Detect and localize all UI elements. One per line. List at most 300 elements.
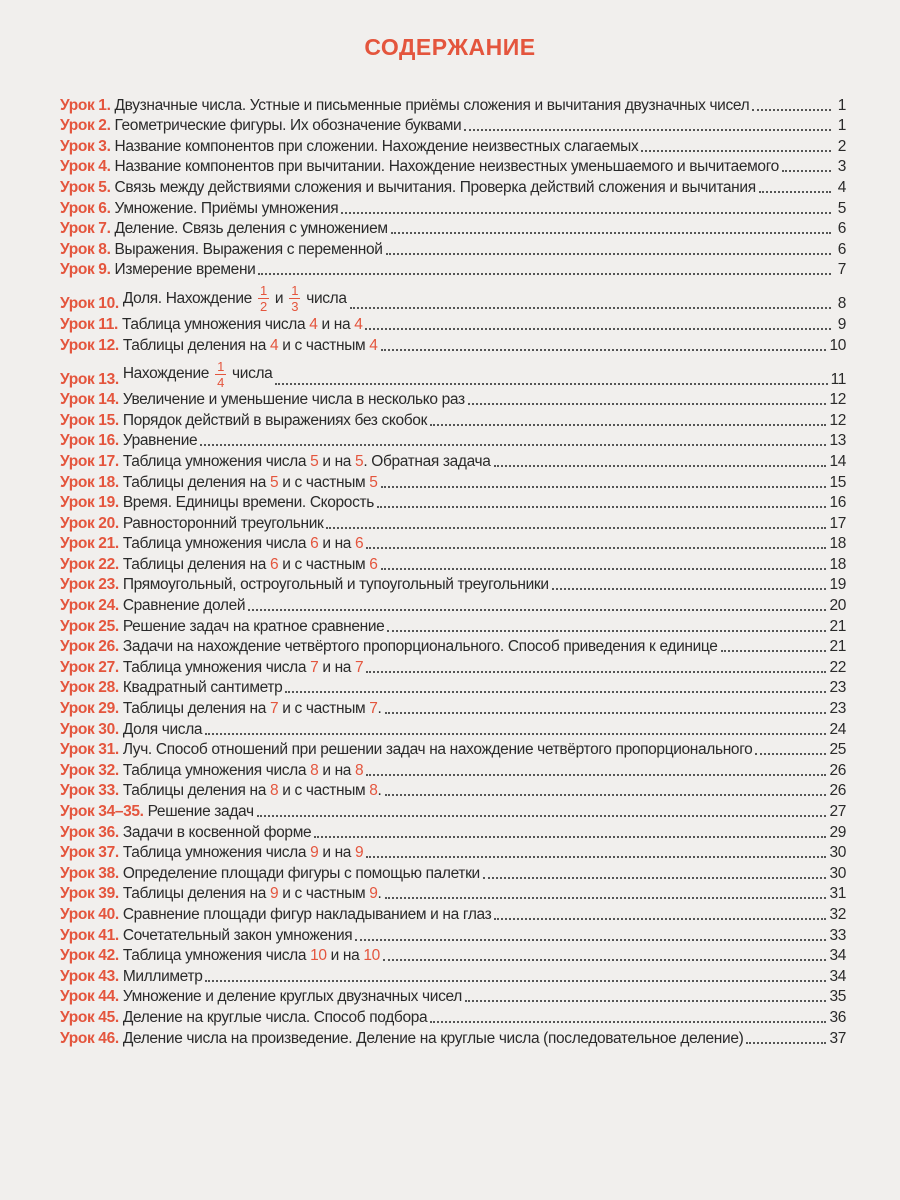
- highlighted-number: 6: [369, 555, 378, 573]
- lesson-label: Урок 28.: [60, 679, 119, 697]
- dot-leader: [641, 150, 831, 152]
- lesson-title: [123, 474, 378, 492]
- toc-entry: [60, 677, 846, 698]
- title-text: Таблицы деления на: [122, 700, 270, 718]
- title-text: Решение задач: [147, 803, 254, 820]
- lesson-title: [123, 700, 382, 718]
- lesson-title: [115, 220, 388, 238]
- lesson-label: Урок 36.: [60, 823, 119, 841]
- highlighted-number: 9: [310, 844, 319, 862]
- toc-entry: [60, 492, 846, 513]
- lesson-title: [123, 432, 198, 450]
- toc-entry: [60, 533, 846, 554]
- dot-leader: [275, 383, 827, 385]
- page-number: 29: [829, 823, 846, 841]
- lesson-title: [123, 865, 480, 883]
- title-text: Решение задач на кратное сравнение: [122, 617, 385, 635]
- lesson-label: Урок 42.: [60, 947, 119, 965]
- toc-entry: [60, 945, 846, 966]
- page-number: 21: [829, 617, 846, 635]
- highlighted-number: 7: [369, 700, 378, 718]
- page-number: 20: [829, 597, 846, 615]
- title-text: Таблица умножения числа: [122, 844, 311, 862]
- title-text: Порядок действий в выражениях без скобок: [122, 411, 428, 429]
- toc-entry: [60, 238, 846, 259]
- page-number: 4: [837, 178, 846, 196]
- title-text: и на: [318, 844, 356, 862]
- dot-leader: [248, 609, 826, 611]
- lesson-title: [123, 360, 273, 389]
- dot-leader: [386, 253, 831, 255]
- title-text: Квадратный сантиметр: [122, 679, 283, 697]
- title-text: Умножение. Приёмы умножения: [114, 199, 339, 217]
- dot-leader: [366, 856, 826, 858]
- lesson-title: [123, 988, 462, 1006]
- highlighted-number: 9: [269, 885, 279, 903]
- lesson-title: [123, 618, 385, 636]
- toc-entry: [60, 115, 846, 136]
- page-number: 14: [829, 452, 846, 470]
- page-number: 24: [829, 720, 846, 738]
- dot-leader: [285, 691, 826, 693]
- lesson-title: [115, 97, 750, 115]
- lesson-label: Урок 10.: [60, 295, 119, 313]
- toc-entry: [60, 924, 846, 945]
- toc-entry: [60, 409, 846, 430]
- fraction-denominator: 3: [291, 299, 299, 315]
- page-number: 1: [837, 96, 846, 114]
- page-number: 21: [829, 638, 846, 656]
- lesson-label: Урок 33.: [60, 782, 119, 800]
- page-number: 30: [829, 844, 846, 862]
- title-text: Луч. Способ отношений при решении задач на нахождение четвёртого пропорционального: [122, 741, 753, 759]
- lesson-label: Урок 29.: [60, 700, 119, 718]
- lesson-title: [123, 556, 378, 574]
- lesson-label: Урок 9.: [60, 261, 111, 279]
- lesson-title: [123, 535, 364, 553]
- page-number: 27: [829, 803, 846, 820]
- page-number: 26: [829, 761, 846, 779]
- dot-leader: [383, 959, 827, 961]
- title-text: и с частным: [278, 336, 370, 354]
- lesson-label: Урок 3.: [60, 137, 111, 155]
- lesson-title: [123, 721, 202, 739]
- page-title: СОДЕРЖАНИЕ: [364, 34, 536, 60]
- fraction-numerator: 1: [259, 283, 267, 299]
- toc-entry: [60, 862, 846, 883]
- highlighted-number: 8: [310, 761, 319, 779]
- lesson-label: Урок 45.: [60, 1008, 119, 1026]
- lesson-title: [123, 494, 374, 512]
- title-text: Нахождение: [122, 365, 210, 383]
- toc-entry: [60, 800, 846, 821]
- toc-entry: [60, 739, 846, 760]
- toc-entry: [60, 697, 846, 718]
- title-text: Прямоугольный, остроугольный и тупоугольный треугольники: [122, 576, 549, 594]
- page-number: 17: [829, 514, 846, 532]
- toc-entry: [60, 594, 846, 615]
- lesson-label: Урок 12.: [60, 336, 119, 354]
- dot-leader: [430, 424, 826, 426]
- page-number: 6: [837, 240, 846, 258]
- lesson-title: [123, 453, 491, 471]
- toc-entry: [60, 821, 846, 842]
- toc-entry: [60, 553, 846, 574]
- dot-leader: [355, 939, 826, 941]
- lesson-label: Урок 39.: [60, 885, 119, 903]
- highlighted-number: 10: [363, 947, 380, 965]
- dot-leader: [366, 774, 826, 776]
- dot-leader: [385, 712, 827, 714]
- dot-leader: [385, 897, 827, 899]
- toc-entry: [60, 218, 846, 239]
- highlighted-number: 8: [369, 782, 378, 800]
- page-number: 15: [829, 473, 846, 491]
- dot-leader: [366, 671, 826, 673]
- highlighted-number: 5: [269, 473, 279, 491]
- title-text: . Обратная задача: [363, 452, 491, 470]
- dot-leader: [258, 273, 831, 275]
- toc-entry: [60, 471, 846, 492]
- title-text: Таблица умножения числа: [122, 452, 311, 470]
- dot-leader: [341, 212, 831, 214]
- highlighted-number: 6: [269, 555, 279, 573]
- toc-entry: [60, 718, 846, 739]
- toc-entry: [60, 135, 846, 156]
- title-text: Таблицы деления на: [122, 782, 270, 800]
- dot-leader: [381, 349, 827, 351]
- title-text: Таблица умножения числа: [122, 761, 311, 779]
- title-text: и с частным: [278, 700, 370, 718]
- dot-leader: [494, 918, 826, 920]
- lesson-label: Урок 22.: [60, 555, 119, 573]
- lesson-label: Урок 41.: [60, 926, 119, 944]
- page-number: 37: [829, 1029, 846, 1047]
- lesson-label: Урок 32.: [60, 761, 119, 779]
- page-number: 1: [837, 117, 846, 135]
- highlighted-number: 4: [309, 315, 318, 333]
- highlighted-number: 8: [355, 761, 364, 779]
- lesson-label: Урок 37.: [60, 844, 119, 862]
- highlighted-number: 7: [355, 658, 364, 676]
- lesson-title: [123, 927, 353, 945]
- title-text: Умножение и деление круглых двузначных чисел: [122, 988, 462, 1006]
- title-text: Таблицы деления на: [122, 885, 270, 903]
- title-text: и на: [318, 535, 356, 553]
- fraction: [215, 360, 226, 389]
- highlighted-number: 9: [355, 844, 364, 862]
- highlighted-number: 10: [310, 947, 327, 965]
- lesson-label: Урок 2.: [60, 117, 111, 135]
- lesson-label: Урок 7.: [60, 220, 111, 238]
- title-text: Таблица умножения числа: [122, 658, 311, 676]
- lesson-label: Урок 46.: [60, 1029, 119, 1047]
- title-text: Измерение времени: [114, 261, 256, 279]
- dot-leader: [782, 170, 831, 172]
- fraction: [289, 284, 300, 313]
- page-number: 32: [829, 905, 846, 923]
- title-text: и с частным: [278, 782, 370, 800]
- fraction-numerator: 1: [291, 283, 299, 299]
- title-text: и на: [317, 315, 355, 333]
- lesson-label: Урок 11.: [60, 315, 118, 333]
- highlighted-number: 9: [369, 885, 378, 903]
- lesson-label: Урок 13.: [60, 370, 119, 388]
- page-number: 33: [829, 926, 846, 944]
- lesson-title: [123, 337, 378, 355]
- highlighted-number: 4: [354, 315, 363, 333]
- lesson-title: [115, 117, 462, 135]
- lesson-title: [123, 947, 380, 965]
- dot-leader: [752, 109, 831, 111]
- title-text: Таблица умножения числа: [121, 315, 310, 333]
- page-number: 2: [837, 137, 846, 155]
- lesson-title: [123, 906, 492, 924]
- page-number: 18: [829, 555, 846, 573]
- lesson-title: [115, 261, 256, 279]
- toc-entry: [60, 574, 846, 595]
- lesson-label: Урок 18.: [60, 473, 119, 491]
- lesson-title: [123, 576, 549, 594]
- lesson-label: Урок 38.: [60, 864, 119, 882]
- page-number: 7: [837, 261, 846, 279]
- title-text: Двузначные числа. Устные и письменные приёмы сложения и вычитания двузначных чисел: [114, 96, 750, 114]
- title-text: Связь между действиями сложения и вычитания. Проверка действий сложения и вычитания: [114, 178, 756, 196]
- lesson-label: Урок 30.: [60, 720, 119, 738]
- lesson-label: Урок 44.: [60, 988, 119, 1006]
- page-number: 19: [829, 576, 846, 594]
- page-number: 36: [829, 1008, 846, 1026]
- toc-entry: [60, 512, 846, 533]
- dot-leader: [721, 650, 827, 652]
- title-text: Равносторонний треугольник: [122, 514, 324, 532]
- toc-entry: [60, 176, 846, 197]
- lesson-label: Урок 21.: [60, 535, 119, 553]
- dot-leader: [366, 547, 826, 549]
- lesson-label: Урок 17.: [60, 452, 119, 470]
- dot-leader: [200, 444, 826, 446]
- lesson-title: [123, 1009, 427, 1027]
- dot-leader: [205, 733, 826, 735]
- lesson-label: Урок 8.: [60, 240, 111, 258]
- page-number: 23: [829, 679, 846, 697]
- lesson-title: [123, 597, 245, 615]
- dot-leader: [755, 753, 826, 755]
- lesson-title: [123, 782, 382, 800]
- toc-entry: [60, 279, 846, 313]
- title-text: Таблицы деления на: [122, 336, 270, 354]
- dot-leader: [365, 328, 831, 330]
- toc-entry: [60, 334, 846, 355]
- dot-leader: [464, 129, 831, 131]
- title-text: .: [377, 700, 382, 718]
- title-text: Доля числа: [122, 720, 203, 738]
- title-text: Увеличение и уменьшение числа в несколько раз: [122, 391, 465, 409]
- title-text: Геометрические фигуры. Их обозначение буквами: [114, 117, 462, 135]
- lesson-label: Урок 5.: [60, 178, 111, 196]
- dot-leader: [257, 815, 827, 817]
- lesson-label: Урок 6.: [60, 199, 111, 217]
- toc-entry: [60, 636, 846, 657]
- toc-entry: [60, 986, 846, 1007]
- page-number: 23: [829, 700, 846, 718]
- page-number: 34: [829, 967, 846, 985]
- toc-entry: [60, 903, 846, 924]
- toc-entry: [60, 883, 846, 904]
- title-text: Таблицы деления на: [122, 555, 270, 573]
- dot-leader: [377, 506, 826, 508]
- title-text: Задачи на нахождение четвёртого пропорционального. Способ приведения к единице: [122, 638, 718, 656]
- page-number: 30: [829, 864, 846, 882]
- lesson-label: Урок 25.: [60, 617, 119, 635]
- toc-entry: [60, 313, 846, 334]
- highlighted-number: 6: [355, 535, 364, 553]
- toc-entry: [60, 965, 846, 986]
- page-number: 11: [830, 370, 846, 388]
- toc-entry: [60, 759, 846, 780]
- title-text: Таблица умножения числа: [122, 535, 311, 553]
- title-text: и на: [318, 452, 356, 470]
- page-number: 9: [837, 315, 846, 333]
- lesson-title: [115, 138, 639, 156]
- dot-leader: [381, 568, 827, 570]
- fraction-denominator: 2: [259, 299, 267, 315]
- lesson-title: [123, 284, 347, 313]
- page-number: 22: [829, 658, 846, 676]
- fraction-denominator: 4: [217, 374, 224, 390]
- lesson-title: [115, 241, 383, 259]
- title-text: Название компонентов при сложении. Нахождение неизвестных слагаемых: [114, 137, 639, 155]
- toc-entry: [60, 94, 846, 115]
- highlighted-number: 5: [355, 452, 364, 470]
- dot-leader: [205, 980, 826, 982]
- fraction: [258, 284, 269, 313]
- title-text: .: [377, 885, 382, 903]
- lesson-title: [115, 200, 339, 218]
- title-text: .: [377, 782, 382, 800]
- toc-entry: [60, 615, 846, 636]
- dot-leader: [350, 307, 831, 309]
- page-number: 12: [829, 391, 846, 409]
- lesson-title: [123, 762, 364, 780]
- page-number: 13: [829, 432, 846, 450]
- lesson-label: Урок 1.: [60, 96, 111, 114]
- dot-leader: [552, 588, 827, 590]
- toc-entry: [60, 780, 846, 801]
- title-text: и: [274, 289, 284, 307]
- page-number: 6: [837, 220, 846, 238]
- toc-entry: [60, 197, 846, 218]
- lesson-title: [148, 803, 254, 821]
- lesson-title: [123, 659, 364, 677]
- page-number: 34: [829, 947, 846, 965]
- title-text: Выражения. Выражения с переменной: [114, 240, 383, 258]
- dot-leader: [391, 232, 831, 234]
- title-text: и на: [318, 658, 356, 676]
- title-text: Время. Единицы времени. Скорость: [122, 494, 374, 512]
- highlighted-number: 7: [269, 700, 279, 718]
- lesson-label: Урок 24.: [60, 597, 119, 615]
- highlighted-number: 5: [369, 473, 378, 491]
- lesson-title: [122, 316, 363, 334]
- highlighted-number: 8: [269, 782, 279, 800]
- page-number: 25: [829, 741, 846, 759]
- dot-leader: [314, 836, 826, 838]
- title-text: числа: [232, 365, 273, 383]
- fraction-numerator: 1: [217, 358, 224, 374]
- lesson-label: Урок 23.: [60, 576, 119, 594]
- title-text: числа: [306, 289, 347, 307]
- page-number: 18: [829, 535, 846, 553]
- lesson-title: [123, 885, 382, 903]
- page-number: 35: [829, 988, 846, 1006]
- title-text: и с частным: [278, 473, 370, 491]
- highlighted-number: 5: [310, 452, 319, 470]
- dot-leader: [385, 794, 827, 796]
- title-text: и с частным: [278, 555, 370, 573]
- highlighted-number: 7: [310, 658, 319, 676]
- toc-entry: [60, 450, 846, 471]
- lesson-title: [123, 391, 465, 409]
- title-text: Название компонентов при вычитании. Нахождение неизвестных уменьшаемого и вычитаемого: [114, 158, 779, 176]
- lesson-label: Урок 31.: [60, 741, 119, 759]
- lesson-title: [115, 179, 756, 197]
- toc-entry: [60, 656, 846, 677]
- page-number: 26: [829, 782, 846, 800]
- title-text: и с частным: [278, 885, 370, 903]
- title-text: и на: [318, 761, 356, 779]
- page-number: 10: [829, 336, 846, 354]
- page-number: 16: [829, 494, 846, 512]
- dot-leader: [746, 1042, 826, 1044]
- lesson-title: [123, 679, 283, 697]
- title-text: Таблицы деления на: [122, 473, 270, 491]
- table-of-contents: [60, 94, 846, 1048]
- lesson-title: [115, 158, 779, 176]
- lesson-title: [123, 515, 324, 533]
- title-text: Миллиметр: [122, 967, 203, 985]
- title-text: Деление числа на произведение. Деление на круглые числа (последовательное деление): [122, 1029, 744, 1047]
- highlighted-number: 4: [369, 336, 378, 354]
- page-number: 31: [829, 885, 846, 903]
- lesson-title: [123, 844, 364, 862]
- lesson-title: [123, 824, 311, 842]
- lesson-title: [123, 1030, 744, 1048]
- toc-entry: [60, 1006, 846, 1027]
- dot-leader: [387, 630, 826, 632]
- title-text: Определение площади фигуры с помощью палетки: [122, 864, 480, 882]
- highlighted-number: 4: [269, 336, 279, 354]
- lesson-label: Урок 40.: [60, 905, 119, 923]
- dot-leader: [381, 486, 827, 488]
- page-number: 3: [837, 158, 846, 176]
- lesson-label: Урок 27.: [60, 658, 119, 676]
- title-text: Уравнение: [122, 432, 198, 450]
- dot-leader: [468, 403, 827, 405]
- dot-leader: [494, 465, 827, 467]
- title-text: Деление на круглые числа. Способ подбора: [122, 1008, 428, 1026]
- lesson-title: [123, 412, 427, 430]
- dot-leader: [759, 191, 831, 193]
- page-number: 12: [829, 411, 846, 429]
- lesson-label: Урок 34–35.: [60, 803, 144, 820]
- lesson-title: [123, 638, 718, 656]
- toc-entry: [60, 355, 846, 389]
- lesson-label: Урок 19.: [60, 494, 119, 512]
- lesson-label: Урок 43.: [60, 967, 119, 985]
- lesson-title: [123, 741, 753, 759]
- dot-leader: [430, 1021, 826, 1023]
